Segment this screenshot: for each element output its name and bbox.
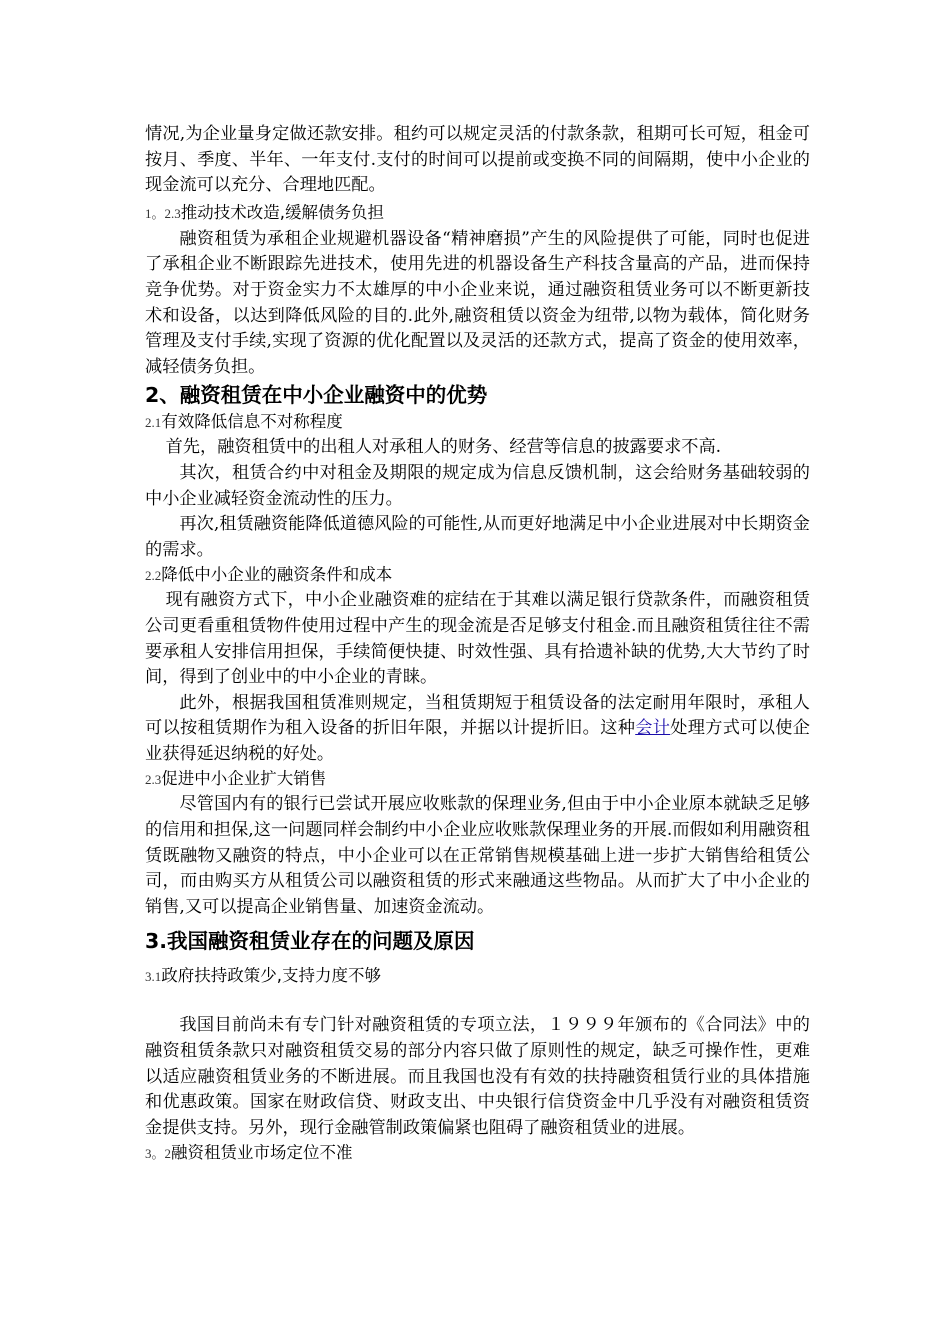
section-number: 2.2 bbox=[145, 568, 162, 584]
paragraph: 其次，租赁合约中对租金及期限的规定成为信息反馈机制，这会给财务基础较弱的中小企业减轻资金流动性的压力。 bbox=[145, 462, 810, 509]
section-number: 1。2.3 bbox=[145, 205, 181, 221]
subsection-heading-2-1 bbox=[145, 410, 810, 435]
section-heading-3: 3.我国融资租赁业存在的问题及原因 bbox=[145, 929, 475, 954]
paragraph: 融资租赁为承租企业规避机器设备“精神磨损”产生的风险提供了可能，同时也促进了承租企业不断跟踪先进技术，使用先进的机器设备生产科技含量高的产品，进而保持竞争优势。对于资金实力不太雄厚的中小企业来说，通过融资租赁业务可以不断更新技术和设备，以达到降低风险的目的.此外,融资租赁以资金为纽带,以物为载体，简化财务管理及支付手续,实现了资源的优化配置以及灵活的还款方式，提高了资金的使用效率，减轻债务负担。 bbox=[145, 228, 810, 377]
paragraph: 再次,租赁融资能降低道德风险的可能性,从而更好地满足中小企业进展对中长期资金的需求。 bbox=[145, 514, 810, 560]
subsection-title: 融资租赁业市场定位不准 bbox=[171, 1143, 353, 1163]
paragraph: 情况,为企业量身定做还款安排。租约可以规定灵活的付款条款，租期可长可短，租金可按月、季度、半年、一年支付.支付的时间可以提前或变换不同的间隔期，使中小企业的现金流可以充分、合理地匹配。 bbox=[145, 124, 810, 196]
subsection-heading-3-1 bbox=[145, 964, 810, 989]
section-number: 2.1 bbox=[145, 415, 162, 431]
subsection-title: 降低中小企业的融资条件和成本 bbox=[161, 565, 393, 585]
paragraph-text: 处理方式可以使企业获得延迟纳税的好处。 bbox=[145, 718, 810, 764]
subsection-title: 促进中小企业扩大销售 bbox=[161, 769, 327, 789]
paragraph bbox=[145, 691, 810, 768]
paragraph: 首先，融资租赁中的出租人对承租人的财务、经营等信息的披露要求不高. bbox=[165, 437, 722, 458]
paragraph: 现有融资方式下，中小企业融资难的症结在于其难以满足银行贷款条件，而融资租赁公司更看重租赁物件使用过程中产生的现金流是否足够支付租金.而且融资租赁往往不需要承租人安排信用担保，手续简便快捷、时效性强、具有拾遗补缺的优势,大大节约了时间，得到了创业中的中小企业的青睐。 bbox=[145, 590, 810, 688]
paragraph: 尽管国内有的银行已尝试开展应收账款的保理业务,但由于中小企业原本就缺乏足够的信用和担保,这一问题同样会制约中小企业应收账款保理业务的开展.而假如利用融资租赁既融物又融资的特点，中小企业可以在正常销售规模基础上进一步扩大销售给租赁公司，而由购买方从租赁公司以融资租赁的形式来融通这些物品。从而扩大了中小企业的销售,又可以提高企业销售量、加速资金流动。 bbox=[145, 794, 810, 917]
section-number: 3。2 bbox=[145, 1146, 172, 1162]
subsection-heading-3-2 bbox=[145, 1141, 810, 1166]
subsection-title: 推动技术改造,缓解债务负担 bbox=[180, 202, 385, 222]
section-number: 3.1 bbox=[145, 969, 162, 985]
subsection-title: 有效降低信息不对称程度 bbox=[161, 412, 343, 432]
accounting-link[interactable]: 会计 bbox=[635, 718, 671, 739]
section-heading-2: 2、融资租赁在中小企业融资中的优势 bbox=[145, 383, 488, 408]
subsection-heading-1-2-3 bbox=[145, 201, 810, 226]
subsection-title: 政府扶持政策少,支持力度不够 bbox=[161, 966, 381, 986]
paragraph-text: 此外，根据我国租赁准则规定，当租赁期短于租赁设备的法定耐用年限时，承租人可以按租赁期作为租入设备的折旧年限，并据以计提折旧。这种 bbox=[145, 692, 810, 739]
subsection-heading-2-3 bbox=[145, 767, 810, 792]
document-page bbox=[145, 122, 810, 1166]
subsection-heading-2-2 bbox=[145, 563, 810, 588]
section-number: 2.3 bbox=[145, 772, 162, 788]
paragraph: 我国目前尚未有专门针对融资租赁的专项立法，１９９９年颁布的《合同法》中的融资租赁条款只对融资租赁交易的部分内容只做了原则性的规定，缺乏可操作性，更难以适应融资租赁业务的不断进展。而且我国也没有有效的扶持融资租赁行业的具体措施和优惠政策。国家在财政信贷、财政支出、中央银行信贷资金中几乎没有对融资租赁资金提供支持。另外，现行金融管制政策偏紧也阻碍了融资租赁业的进展。 bbox=[145, 1015, 810, 1138]
